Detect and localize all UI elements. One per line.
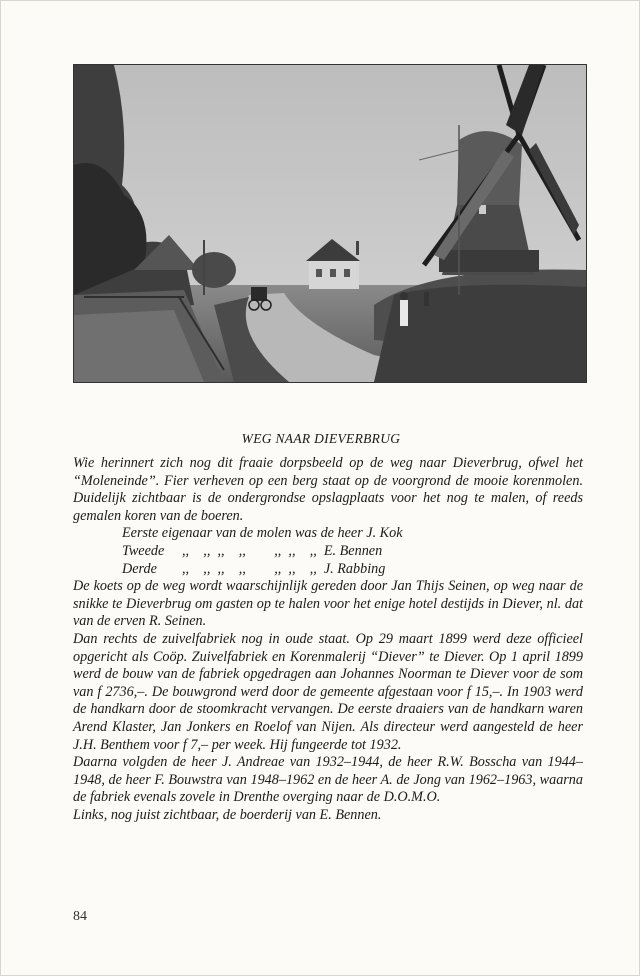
- owner-ordinal: Derde: [122, 560, 157, 577]
- windmill-village-photo-icon: [74, 65, 586, 382]
- owner-ordinal: Tweede: [122, 542, 165, 559]
- paragraph-coach: De koets op de weg wordt waarschijnlijk gereden door Jan Thijs Seinen, op weg naar de snikke te Dieverbrug om gasten op te halen voor het enige hotel destijds in Diever, nl. dat van de erven R. Seinen.: [73, 578, 583, 630]
- body-text: [73, 455, 583, 824]
- paragraph-directors: Daarna volgden de heer J. Andreae van 1932–1944, de heer R.W. Bosscha van 1944–1948, de heer F. Bouwstra van 1948–1962 en de heer A. de Jong van 1962–1963, waarna de fabriek evenals zovele in Drenthe overging naar de D.O.M.O.: [73, 754, 583, 806]
- owner-row: [122, 561, 583, 579]
- owner-first: Eerste eigenaar van de molen was de heer J. Kok: [122, 525, 403, 542]
- owner-name: ,, ,, ,, ,, ,, ,, ,, J. Rabbing: [182, 560, 386, 577]
- historic-photo: [73, 64, 587, 383]
- owner-row: [122, 543, 583, 561]
- owners-list: [122, 525, 583, 578]
- paragraph-dairy: Dan rechts de zuivelfabriek nog in oude staat. Op 29 maart 1899 werd deze officieel opgericht als Coöp. Zuivelfabriek en Korenmalerij “Diever” te Diever. Op 1 april 1899 werd de bouw van de fabriek opgedragen aan Johannes Noorman te Diever voor de som van f 2736,–. De bouwgrond werd door de gemeente afgestaan voor f 15,–. In 1903 werd de handkarn door de stoomkracht vervangen. De eerste draaiers van de handkarn waren Arend Klaster, Jan Jonkers en Roelof van Nijen. Als directeur werd aangesteld de heer J.H. Benthem voor f 7,– per week. Hij fungeerde tot 1932.: [73, 630, 583, 753]
- photo-caption: WEG NAAR DIEVERBRUG: [241, 431, 401, 446]
- paragraph-farm: Links, nog juist zichtbaar, de boerderij van E. Bennen.: [73, 806, 382, 823]
- intro-paragraph: Wie herinnert zich nog dit fraaie dorpsbeeld op de weg naar Dieverbrug, ofwel het “Moleneinde”. Fier verheven op een berg staat op de voorgrond de mooie korenmolen. Duidelijk zichtbaar is de ondergrondse opslagplaats voor het nog te malen, of reeds gemalen koren van de boeren.: [73, 455, 583, 524]
- owner-row: [122, 525, 583, 543]
- owner-name: ,, ,, ,, ,, ,, ,, ,, E. Bennen: [182, 542, 383, 559]
- page-number: 84: [73, 909, 87, 924]
